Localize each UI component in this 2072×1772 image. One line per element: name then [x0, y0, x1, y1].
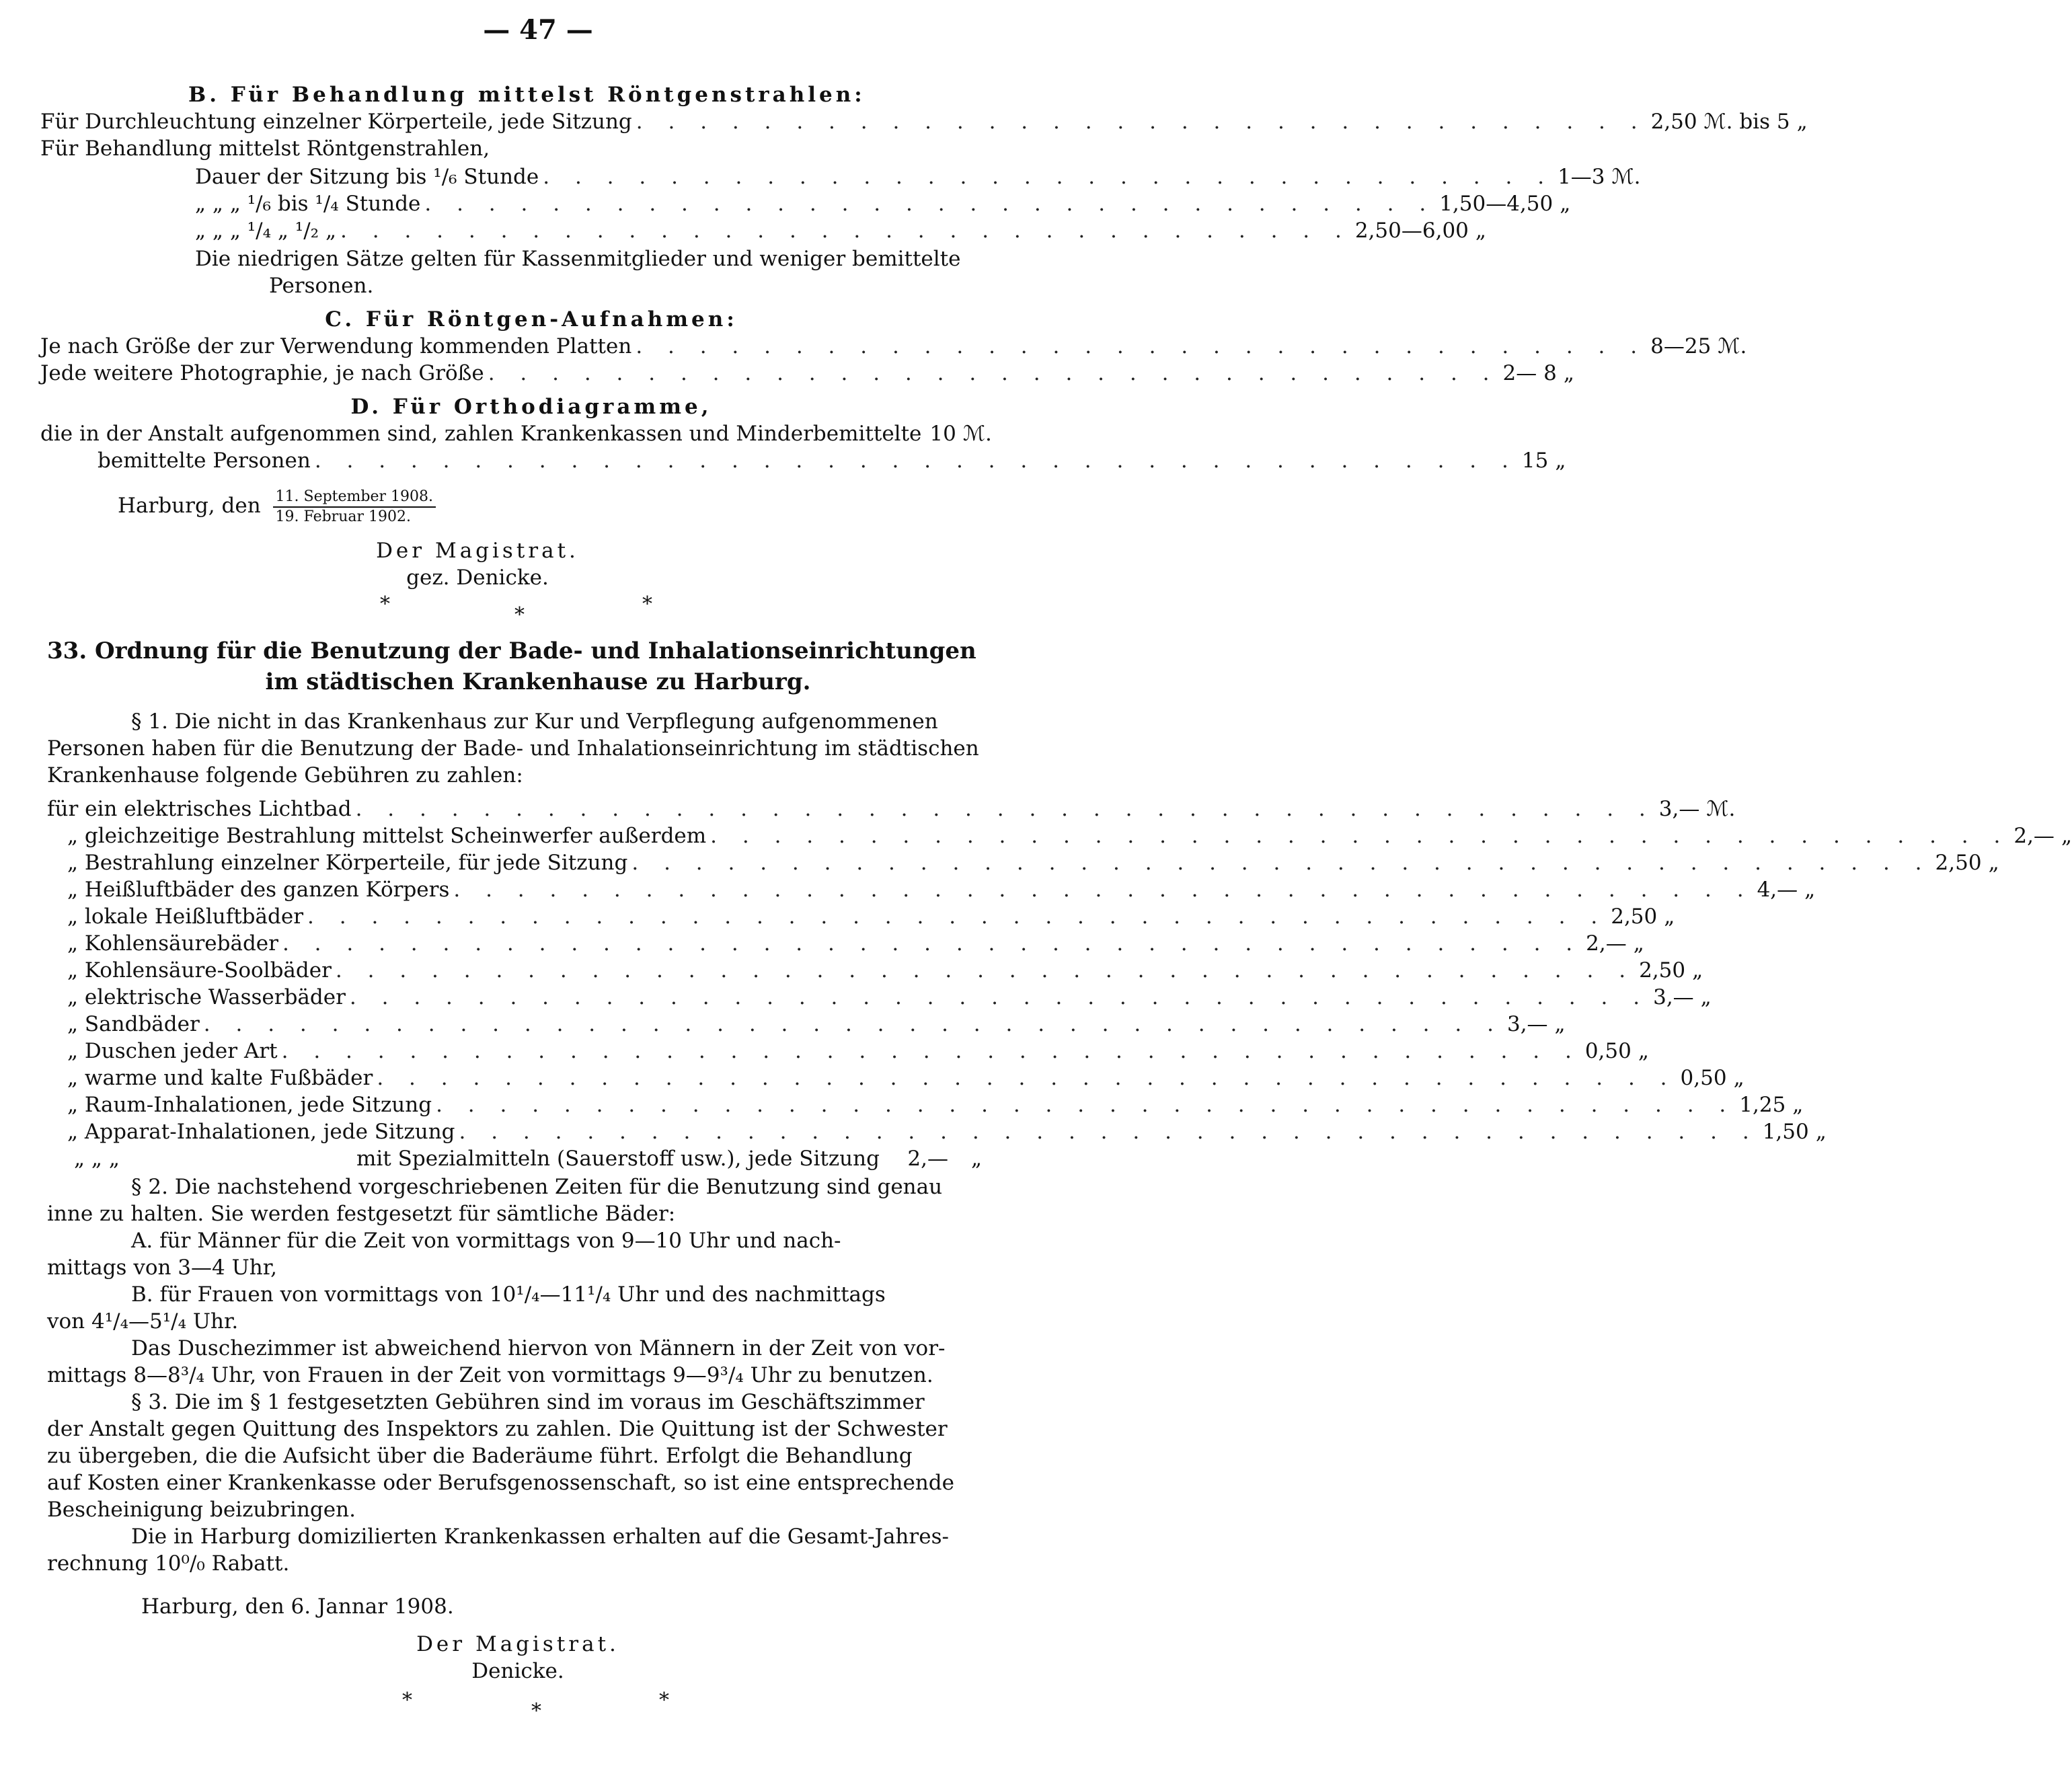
leader-dots: . . . . . . . . . . . . . . . . . . . . . . . . . . . . . . . . . . . . . . . . .: [631, 851, 1931, 875]
fee-label: Dauer der Sitzung bis ¹/₆ Stunde: [195, 165, 539, 189]
fee-unit: „: [1815, 1120, 1827, 1144]
paragraph-line: mittags von 3—4 Uhr,: [47, 1256, 277, 1280]
fee-row: [67, 850, 1999, 876]
fee-label: Je nach Größe der zur Verwendung kommenden Platten: [40, 334, 632, 358]
fee-unit: „: [1475, 219, 1486, 243]
date-line: Harburg, den 6. Jannar 1908.: [141, 1594, 454, 1619]
fee-row: [67, 985, 1712, 1010]
fee-amount: 2,—: [2013, 824, 2055, 848]
fee-unit: „: [1804, 878, 1816, 902]
fee-row: [67, 931, 1644, 956]
section-b-heading: B. Für Behandlung mittelst Röntgenstrahlen:: [188, 83, 866, 107]
fee-unit: „: [1633, 931, 1644, 956]
leader-dots: . . . . . . . . . . . . . . . . . . . . . . . . . . . . . . . .: [488, 361, 1499, 385]
fee-row: [67, 1038, 1649, 1064]
note-line: Die niedrigen Sätze gelten für Kassenmitglieder und weniger bemittelte: [195, 247, 961, 271]
leader-dots: . . . . . . . . . . . . . . . . . . . . . . . . . . . . . . . . . . . . . . . . .: [335, 958, 1636, 983]
fee-row: [98, 448, 1566, 473]
fee-amount: 2,50: [1935, 851, 1982, 875]
separator-star: *: [642, 592, 652, 616]
paragraph-line: § 2. Die nachstehend vorgeschriebenen Zeiten für die Benutzung sind genau: [131, 1175, 943, 1199]
fee-row: [40, 421, 992, 447]
fee-row: [40, 334, 1747, 359]
fee-row: [67, 1065, 1744, 1091]
separator-star: *: [531, 1699, 541, 1723]
fee-label: „ warme und kalte Fußbäder: [67, 1066, 373, 1090]
fee-label: die in der Anstalt aufgenommen sind, zahlen Krankenkassen und Minderbemittelte: [40, 422, 922, 446]
fee-row: [195, 218, 1486, 243]
leader-dots: . . . . . . . . . . . . . . . . . . . . . . . . . . . . . . . . . . . . . .: [314, 449, 1518, 473]
leader-dots: . . . . . . . . . . . . . . . . . . . . . . . . . . . . . . . . . . . . . . . . .: [436, 1093, 1736, 1117]
fee-row: [67, 1011, 1566, 1037]
fee-row: [67, 823, 2072, 849]
fee-amount: 1,50: [1762, 1120, 1809, 1144]
fee-label: „ Apparat-Inhalationen, jede Sitzung: [67, 1120, 455, 1144]
fee-amount: 1—3: [1558, 165, 1605, 189]
fee-unit: „: [1700, 985, 1712, 1009]
fee-label: „ gleichzeitige Bestrahlung mittelst Scheinwerfer außerdem: [67, 824, 707, 848]
fee-amount: 2,50: [1639, 958, 1686, 983]
fee-amount: 8—25: [1650, 334, 1712, 358]
leader-dots: . . . . . . . . . . . . . . . . . . . . . . . . . . . . . . . . . . . . . . . . .: [453, 878, 1753, 902]
leader-dots: . . . . . . . . . . . . . . . . . . . . . . . . . . . . . . . . . . . . . . . . .: [355, 797, 1655, 821]
leader-dots: . . . . . . . . . . . . . . . . . . . . . . . . . . . . . . . .: [424, 192, 1436, 216]
fee-row: [40, 360, 1574, 386]
fee-label: bemittelte Personen: [98, 449, 311, 473]
fee-label: mit Spezialmitteln (Sauerstoff usw.), jede Sitzung: [356, 1147, 880, 1171]
fee-amount: 2,50: [1611, 904, 1658, 929]
paragraph-line: mittags 8—8³/₄ Uhr, von Frauen in der Zeit von vormittags 9—9³/₄ Uhr zu benutzen.: [47, 1363, 933, 1387]
fee-row: [195, 164, 1641, 190]
date-bottom: 19. Februar 1902.: [275, 508, 411, 525]
fee-label: „ Heißluftbäder des ganzen Körpers: [67, 878, 450, 902]
separator-star: *: [402, 1689, 412, 1712]
fee-amount: 2,50 ℳ. bis 5: [1650, 110, 1790, 134]
paragraph-line: inne zu halten. Sie werden festgesetzt für sämtliche Bäder:: [47, 1202, 676, 1226]
separator-star: *: [380, 592, 390, 616]
fee-amount: 10: [929, 422, 956, 446]
fee-row: [74, 1146, 982, 1171]
separator-star: *: [514, 603, 525, 627]
fee-unit: ℳ.: [962, 422, 992, 446]
fee-unit: „: [1796, 110, 1808, 134]
fee-unit: „: [1988, 851, 1999, 875]
leader-dots: . . . . . . . . . . . . . . . . . . . . . . . . . . . . . . . . . . . . . . . . .: [710, 824, 2010, 848]
fee-amount: 0,50: [1584, 1039, 1632, 1063]
fee-label: „ Bestrahlung einzelner Körperteile, für jede Sitzung: [67, 851, 628, 875]
paragraph-line: der Anstalt gegen Quittung des Inspektors zu zahlen. Die Quittung ist der Schwester: [47, 1417, 948, 1441]
fee-unit: „: [1664, 904, 1675, 929]
fee-unit: ℳ.: [1611, 165, 1641, 189]
paragraph-line: A. für Männer für die Zeit von vormittags von 9—10 Uhr und nach-: [131, 1229, 841, 1253]
leader-dots: . . . . . . . . . . . . . . . . . . . . . . . . . . . . . . . . . . . . . . . . .: [203, 1012, 1503, 1036]
note-line: Personen.: [269, 274, 374, 298]
authority-line: Der Magistrat.: [416, 1632, 619, 1656]
fee-label: Jede weitere Photographie, je nach Größe: [40, 361, 484, 385]
authority-line: Der Magistrat.: [376, 539, 579, 563]
fee-amount: 15: [1521, 449, 1549, 473]
fee-unit: ℳ.: [1706, 797, 1736, 821]
paragraph-line: rechnung 10⁰/₀ Rabatt.: [47, 1551, 290, 1576]
fee-unit: „: [1792, 1093, 1804, 1117]
leader-dots: . . . . . . . . . . . . . . . . . . . . . . . . . . . . . . . .: [543, 165, 1554, 189]
signature-line: gez. Denicke.: [406, 566, 549, 590]
fee-unit: „: [1692, 958, 1703, 983]
leader-dots: . . . . . . . . . . . . . . . . . . . . . . . . . . . . . . . . . . . . . . . . .: [281, 1039, 1581, 1063]
fee-amount: 2,—: [907, 1147, 948, 1171]
fee-amount: 2,50—6,00: [1354, 219, 1469, 243]
fee-amount: 3,—: [1506, 1012, 1548, 1036]
fee-amount: 2,—: [1586, 931, 1627, 956]
fee-row: [40, 109, 1808, 134]
fee-row: [195, 191, 1571, 217]
paragraph-line: Bescheinigung beizubringen.: [47, 1498, 356, 1522]
fee-label: Für Durchleuchtung einzelner Körperteile, jede Sitzung: [40, 110, 632, 134]
fee-unit: „: [1638, 1039, 1649, 1063]
fee-amount: 3,—: [1658, 797, 1700, 821]
article-title: 33. Ordnung für die Benutzung der Bade- und Inhalationseinrichtungen: [47, 638, 976, 664]
paragraph-line: Personen haben für die Benutzung der Bade- und Inhalationseinrichtung im städtischen: [47, 736, 979, 761]
paragraph-line: § 3. Die im § 1 festgesetzten Gebühren sind im voraus im Geschäftszimmer: [131, 1390, 925, 1414]
fee-row: [67, 1092, 1804, 1118]
fee-label: „ Duschen jeder Art: [67, 1039, 278, 1063]
fee-unit: „: [2061, 824, 2072, 848]
fee-unit: „: [1560, 192, 1571, 216]
date-place: Harburg, den: [118, 494, 261, 518]
leader-dots: . . . . . . . . . . . . . . . . . . . . . . . . . . . . . . . . . . . . . . . . .: [349, 985, 1650, 1009]
fee-amount: 1,25: [1739, 1093, 1786, 1117]
fee-label: „ „ „ ¹/₄ „ ¹/₂ „: [195, 219, 337, 243]
section-c-heading: C. Für Röntgen-Aufnahmen:: [325, 307, 738, 332]
paragraph-line: § 1. Die nicht in das Krankenhaus zur Kur und Verpflegung aufgenommenen: [131, 709, 938, 734]
leader-dots: . . . . . . . . . . . . . . . . . . . . . . . . . . . . . . . . . . . . . . . . .: [459, 1120, 1759, 1144]
text-line: Für Behandlung mittelst Röntgenstrahlen,: [40, 137, 490, 161]
fee-unit: „: [1563, 361, 1574, 385]
fee-amount: 1,50—4,50: [1439, 192, 1553, 216]
paragraph-line: B. für Frauen von vormittags von 10¹/₄—11¹/₄ Uhr und des nachmittags: [131, 1282, 886, 1307]
section-d-heading: D. Für Orthodiagramme,: [350, 395, 712, 419]
paragraph-line: auf Kosten einer Krankenkasse oder Berufsgenossenschaft, so ist eine entsprechende: [47, 1471, 954, 1495]
page-number: — 47 —: [483, 14, 593, 46]
fee-row: [47, 796, 1736, 822]
fee-label: „ lokale Heißluftbäder: [67, 904, 304, 929]
fee-label-prefix: „ „ „: [74, 1147, 120, 1171]
fee-amount: 3,—: [1653, 985, 1694, 1009]
fee-unit: „: [1733, 1066, 1744, 1090]
fee-unit: „: [1554, 1012, 1566, 1036]
paragraph-line: Krankenhause folgende Gebühren zu zahlen:: [47, 763, 523, 787]
fee-label: „ Raum-Inhalationen, jede Sitzung: [67, 1093, 432, 1117]
fee-row: [67, 958, 1703, 983]
fee-label: „ elektrische Wasserbäder: [67, 985, 346, 1009]
paragraph-line: Die in Harburg domizilierten Krankenkassen erhalten auf die Gesamt-Jahres-: [131, 1525, 949, 1549]
paragraph-line: zu übergeben, die die Aufsicht über die Baderäume führt. Erfolgt die Behandlung: [47, 1444, 913, 1468]
fee-row: [67, 904, 1675, 929]
leader-dots: . . . . . . . . . . . . . . . . . . . . . . . . . . . . . . . . . . . . . . . . .: [377, 1066, 1677, 1090]
fee-unit: ℳ.: [1718, 334, 1747, 358]
leader-dots: . . . . . . . . . . . . . . . . . . . . . . . . . . . . . . . . . . . . . . . . .: [282, 931, 1582, 956]
paragraph-line: Das Duschezimmer ist abweichend hiervon von Männern in der Zeit von vor-: [131, 1336, 946, 1360]
fee-label: „ „ „ ¹/₆ bis ¹/₄ Stunde: [195, 192, 421, 216]
paragraph-line: von 4¹/₄—5¹/₄ Uhr.: [47, 1309, 239, 1334]
fee-label: „ Kohlensäurebäder: [67, 931, 278, 956]
separator-star: *: [659, 1689, 669, 1712]
leader-dots: . . . . . . . . . . . . . . . . . . . . . . . . . . . . . . . .: [636, 334, 1647, 358]
leader-dots: . . . . . . . . . . . . . . . . . . . . . . . . . . . . . . . .: [340, 219, 1351, 243]
article-title: im städtischen Krankenhause zu Harburg.: [265, 668, 811, 695]
signature-line: Denicke.: [471, 1659, 564, 1683]
date-fraction: [273, 488, 436, 527]
fee-amount: 2— 8: [1502, 361, 1557, 385]
fee-row: [67, 877, 1816, 902]
fee-unit: „: [1555, 449, 1566, 473]
leader-dots: . . . . . . . . . . . . . . . . . . . . . . . . . . . . . . . . . . . . . . . . .: [307, 904, 1607, 929]
fee-label: „ Sandbäder: [67, 1012, 200, 1036]
leader-dots: . . . . . . . . . . . . . . . . . . . . . . . . . . . . . . . .: [636, 110, 1647, 134]
fee-amount: 4,—: [1757, 878, 1798, 902]
date-top: 11. September 1908.: [273, 488, 436, 508]
fee-unit: „: [970, 1147, 982, 1171]
fee-label: für ein elektrisches Lichtbad: [47, 797, 352, 821]
fee-row: [67, 1119, 1827, 1145]
date-block: [118, 479, 441, 533]
fee-amount: 0,50: [1680, 1066, 1727, 1090]
fee-label: „ Kohlensäure-Soolbäder: [67, 958, 332, 983]
